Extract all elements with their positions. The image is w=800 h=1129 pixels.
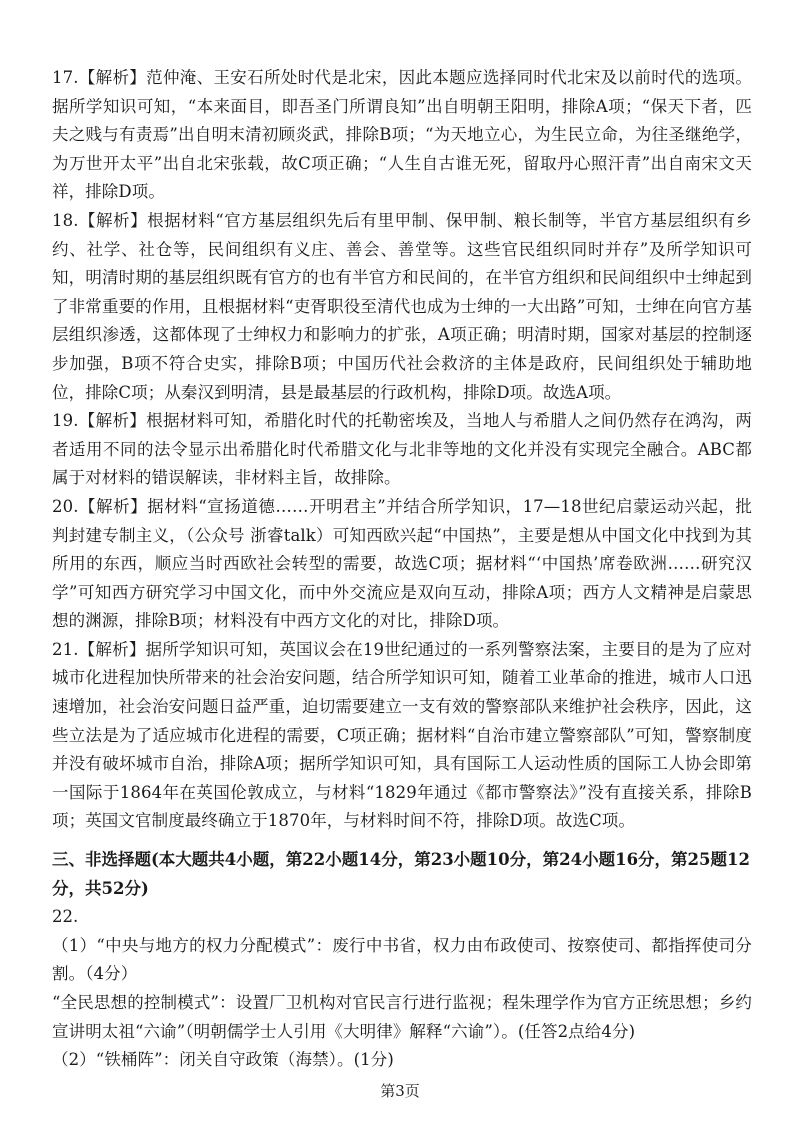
answer-q20: 20.【解析】据材料“宣扬道德……开明君主”并结合所学知识，17—18世纪启蒙运动兴起，批判封建专制主义，（公众号 浙睿talk）可知西欧兴起“中国热”，主要是想从中国文化中找到为其所用的东西，顺应当时西欧社会转型的需要，故选C项；据材料“‘中国热’席卷欧洲……研究汉学”可知西方研究学习中国文化，而中外交流应是双向互动，排除A项；西方人文精神是启蒙思想的渊源，排除B项；材料没有中西方文化的对比，排除D项。	[52, 496, 752, 631]
page-number: 第3页	[380, 1082, 420, 1100]
q22-part2-line: （2）“铁桶阵”：闭关自守政策（海禁）。(1分)	[52, 1050, 394, 1070]
q22-part1-line: “全民思想的控制模式”：设置厂卫机构对官民言行进行监视；程朱理学作为官方正统思想；乡约宣讲明太祖“六谕”（明朝儒学士人引用《大明律》解释“六谕”）。(任答2点给4分)	[52, 993, 752, 1041]
answer-q17: 17.【解析】范仲淹、王安石所处时代是北宋，因此本题应选择同时代北宋及以前时代的选项。据所学知识可知，“本来面目，即吾圣门所谓良知”出自明朝王阳明，排除A项；“保天下者，匹夫之贱与有责焉”出自明末清初顾炎武，排除B项；“为天地立心，为生民立命，为往圣继绝学，为万世开太平”出自北宋张载，故C项正确；“人生自古谁无死，留取丹心照汗青”出自南宋文天祥，排除D项。	[52, 68, 752, 202]
question-22-number: 22.	[52, 907, 79, 927]
answer-content	[52, 64, 752, 1075]
q22-part1-line: （1）“中央与地方的权力分配模式”：废行中书省，权力由布政使司、按察使司、都指挥使司分割。（4分）	[52, 935, 752, 984]
answer-q21: 21.【解析】据所学知识可知，英国议会在19世纪通过的一系列警察法案，主要目的是为了应对城市化进程加快所带来的社会治安问题，结合所学知识可知，随着工业革命的推进，城市人口迅速增加，社会治安问题日益严重，迫切需要建立一支有效的警察部队来维护社会秩序，因此，这些立法是为了适应城市化进程的需要，C项正确；据材料“自治市建立警察部队”可知，警察制度并没有破坏城市自治，排除A项；据所学知识可知，具有国际工人运动性质的国际工人协会即第一国际于1864年在英国伦敦成立，与材料“1829年通过《都市警察法》”没有直接关系，排除B项；英国文官制度最终确立于1870年，与材料时间不符，排除D项。故选C项。	[52, 639, 752, 831]
answer-q18: 18.【解析】根据材料“官方基层组织先后有里甲制、保甲制、粮长制等，半官方基层组织有乡约、社学、社仓等，民间组织有义庄、善会、善堂等。这些官民组织同时并存”及所学知识可知，明清时期的基层组织既有官方的也有半官方和民间的，在半官方组织和民间组织中士绅起到了非常重要的作用，且根据材料“吏胥职役至清代也成为士绅的一大出路”可知，士绅在向官方基层组织渗透，这都体现了士绅权力和影响力的扩张，A项正确；明清时期，国家对基层的控制逐步加强，B项不符合史实，排除B项；中国历代社会救济的主体是政府，民间组织处于辅助地位，排除C项；从秦汉到明清，县是最基层的行政机构，排除D项。故选A项。	[52, 210, 752, 402]
answer-q19: 19.【解析】根据材料可知，希腊化时代的托勒密埃及，当地人与希腊人之间仍然存在鸿沟，两者适用不同的法令显示出希腊化时代希腊文化与北非等地的文化并没有实现完全融合。ABC都属于对材料的错误解读，非材料主旨，故排除。	[52, 411, 752, 488]
section-heading: 三、非选择题(本大题共4小题，第22小题14分，第23小题10分，第24小题16分，第25题12分，共52分)	[52, 850, 750, 898]
